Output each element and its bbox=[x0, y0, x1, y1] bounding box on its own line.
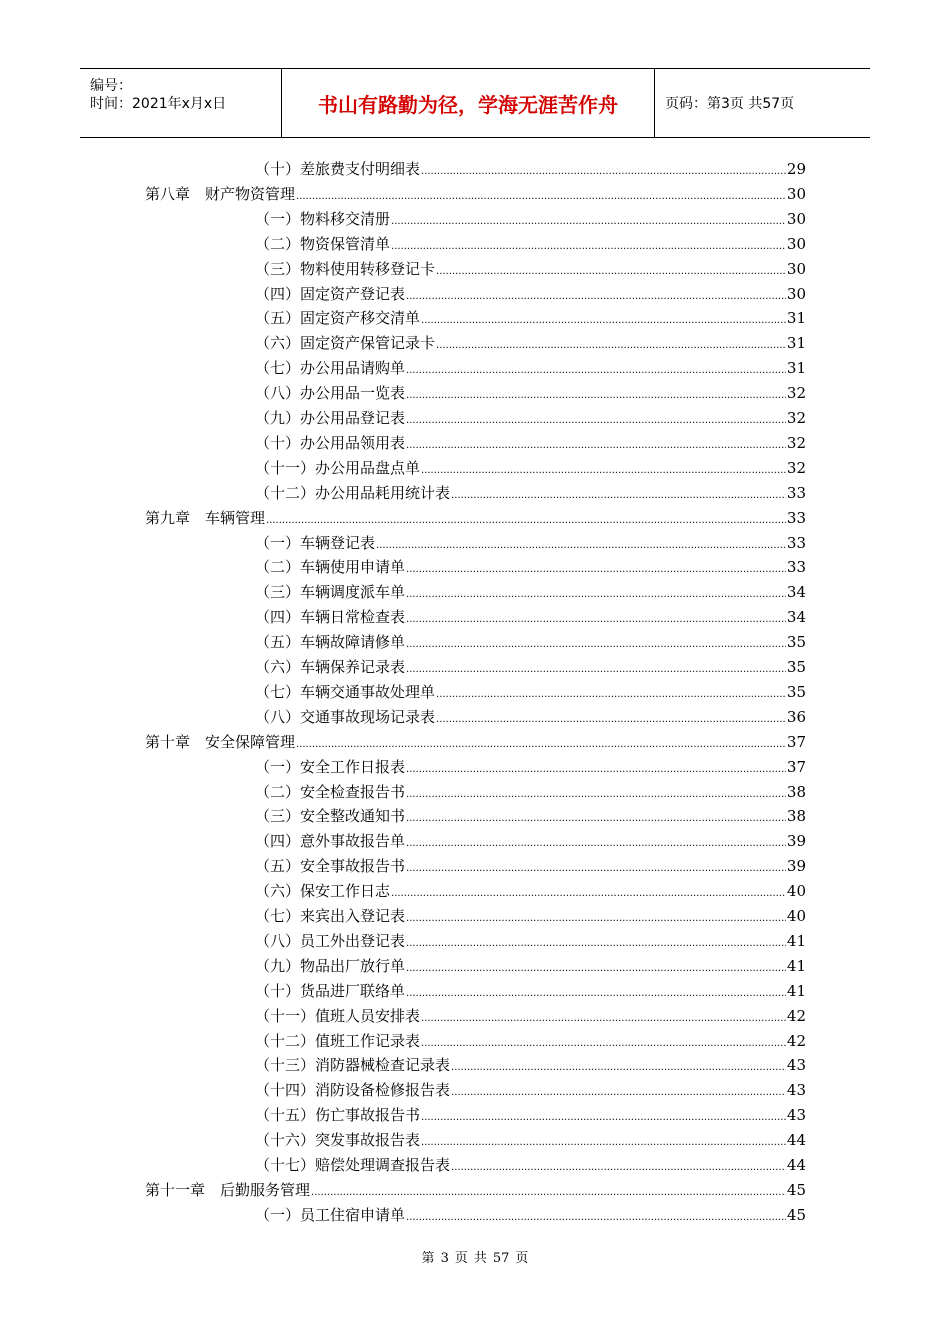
toc-entry-title: （一）物料移交清册 bbox=[255, 209, 391, 228]
toc-entry-page: 33 bbox=[786, 533, 806, 552]
toc-item-entry[interactable] bbox=[255, 805, 806, 827]
toc-leader-dots bbox=[421, 1107, 786, 1129]
toc-leader-dots bbox=[376, 535, 786, 557]
toc-entry-title: 第八章 财产物资管理 bbox=[145, 184, 296, 203]
toc-entry-title: （五）车辆故障请修单 bbox=[255, 633, 406, 652]
toc-entry-page: 33 bbox=[786, 483, 806, 502]
toc-leader-dots bbox=[391, 236, 786, 258]
toc-entry-title: （十三）消防器械检查记录表 bbox=[255, 1056, 451, 1075]
toc-entry-title: （七）办公用品请购单 bbox=[255, 359, 406, 378]
toc-leader-dots bbox=[391, 211, 786, 233]
toc-entry-page: 36 bbox=[786, 707, 806, 726]
toc-item-entry[interactable] bbox=[255, 532, 806, 554]
toc-entry-title: （十一）办公用品盘点单 bbox=[255, 458, 421, 477]
toc-entry-page: 31 bbox=[786, 309, 806, 328]
toc-leader-dots bbox=[406, 808, 786, 830]
toc-entry-title: （十二）办公用品耗用统计表 bbox=[255, 483, 451, 502]
toc-entry-page: 30 bbox=[786, 184, 806, 203]
toc-entry-title: （八）办公用品一览表 bbox=[255, 384, 406, 403]
toc-entry-page: 42 bbox=[786, 1006, 806, 1025]
toc-entry-page: 38 bbox=[786, 807, 806, 826]
toc-entry-title: （七）来宾出入登记表 bbox=[255, 907, 406, 925]
toc-leader-dots bbox=[451, 485, 786, 507]
toc-entry-page: 33 bbox=[786, 558, 806, 577]
toc-item-entry[interactable] bbox=[255, 955, 806, 977]
toc-entry-title: （十七）赔偿处理调查报告表 bbox=[255, 1156, 451, 1174]
toc-entry-page: 30 bbox=[786, 284, 806, 303]
page-footer bbox=[0, 1247, 950, 1266]
toc-leader-dots bbox=[436, 335, 786, 357]
toc-leader-dots bbox=[406, 360, 786, 382]
toc-item-entry[interactable] bbox=[255, 1005, 806, 1027]
toc-entry-title: （十五）伤亡事故报告书 bbox=[255, 1106, 421, 1125]
toc-entry-page: 41 bbox=[786, 931, 806, 950]
header-page-code: 页码：第3页 共57页 bbox=[665, 96, 795, 112]
toc-entry-page: 38 bbox=[786, 782, 806, 801]
header-meta bbox=[80, 69, 282, 137]
toc-item-entry[interactable] bbox=[255, 556, 806, 578]
toc-item-entry[interactable] bbox=[255, 258, 806, 280]
toc-item-entry[interactable] bbox=[255, 307, 806, 329]
toc-entry-title: （四）意外事故报告单 bbox=[255, 832, 406, 851]
toc-leader-dots bbox=[421, 1132, 786, 1154]
toc-entry-title: （八）员工外出登记表 bbox=[255, 931, 406, 950]
toc-entry-page: 35 bbox=[786, 633, 806, 652]
toc-entry-page: 43 bbox=[786, 1081, 806, 1100]
toc-entry-page: 44 bbox=[786, 1156, 806, 1174]
toc-item-entry[interactable] bbox=[255, 1030, 806, 1052]
toc-entry-title: （六）固定资产保管记录卡 bbox=[255, 334, 436, 353]
toc-leader-dots bbox=[436, 709, 786, 731]
toc-entry-title: （四）固定资产登记表 bbox=[255, 284, 406, 303]
page-header bbox=[80, 68, 870, 138]
toc-entry-title: （八）交通事故现场记录表 bbox=[255, 707, 436, 726]
toc-item-entry[interactable] bbox=[255, 357, 806, 379]
toc-item-entry[interactable] bbox=[255, 631, 806, 653]
toc-entry-title: （五）安全事故报告书 bbox=[255, 857, 406, 876]
toc-entry-page: 39 bbox=[786, 857, 806, 876]
toc-leader-dots bbox=[406, 286, 786, 308]
toc-entry-page: 40 bbox=[786, 907, 806, 925]
toc-leader-dots bbox=[311, 1182, 786, 1204]
toc-leader-dots bbox=[406, 833, 786, 855]
toc-entry-title: （一）安全工作日报表 bbox=[255, 757, 406, 776]
toc-item-entry[interactable] bbox=[255, 830, 806, 852]
toc-item-entry[interactable] bbox=[255, 581, 806, 603]
toc-entry-page: 30 bbox=[786, 209, 806, 228]
toc-entry-page: 39 bbox=[786, 832, 806, 851]
toc-item-entry[interactable] bbox=[255, 905, 806, 927]
toc-leader-dots bbox=[421, 310, 786, 332]
toc-entry-title: （二）安全检查报告书 bbox=[255, 782, 406, 801]
toc-chapter-entry[interactable] bbox=[145, 507, 806, 529]
toc-entry-page: 45 bbox=[786, 1205, 806, 1224]
toc-entry-title: 第十一章 后勤服务管理 bbox=[145, 1180, 311, 1199]
toc-leader-dots bbox=[451, 1057, 786, 1079]
toc-entry-title: （二）车辆使用申请单 bbox=[255, 558, 406, 577]
footer-current-page: 3 bbox=[440, 1251, 449, 1266]
toc-leader-dots bbox=[421, 460, 786, 482]
toc-leader-dots bbox=[406, 908, 786, 930]
toc-item-entry[interactable] bbox=[255, 482, 806, 504]
toc-leader-dots bbox=[406, 958, 786, 980]
toc-entry-title: （九）物品出厂放行单 bbox=[255, 956, 406, 975]
toc-entry-title: 第九章 车辆管理 bbox=[145, 508, 266, 527]
toc-item-entry[interactable] bbox=[255, 681, 806, 703]
header-motto: 书山有路勤为径，学海无涯苦作舟 bbox=[282, 69, 655, 137]
toc-leader-dots bbox=[451, 1157, 786, 1179]
toc-item-entry[interactable] bbox=[255, 158, 806, 180]
toc-entry-page: 30 bbox=[786, 259, 806, 278]
toc-leader-dots bbox=[436, 261, 786, 283]
toc-entry-page: 41 bbox=[786, 981, 806, 1000]
toc-item-entry[interactable] bbox=[255, 407, 806, 429]
toc-entry-title: （九）办公用品登记表 bbox=[255, 409, 406, 427]
toc-entry-title: （六）车辆保养记录表 bbox=[255, 658, 406, 676]
footer-mid2: 共 bbox=[473, 1251, 487, 1266]
toc-leader-dots bbox=[406, 584, 786, 606]
toc-item-entry[interactable] bbox=[255, 332, 806, 354]
toc-item-entry[interactable] bbox=[255, 1104, 806, 1126]
toc-item-entry[interactable] bbox=[255, 855, 806, 877]
toc-entry-page: 37 bbox=[786, 757, 806, 776]
toc-leader-dots bbox=[296, 186, 786, 208]
toc-entry-page: 31 bbox=[786, 359, 806, 378]
toc-entry-page: 40 bbox=[786, 882, 806, 901]
toc-entry-title: （十）办公用品领用表 bbox=[255, 433, 406, 452]
toc-entry-page: 29 bbox=[786, 160, 806, 178]
toc-leader-dots bbox=[406, 435, 786, 457]
toc-leader-dots bbox=[406, 634, 786, 656]
toc-entry-title: （一）员工住宿申请单 bbox=[255, 1205, 406, 1224]
toc-entry-page: 45 bbox=[786, 1180, 806, 1199]
toc-entry-page: 34 bbox=[786, 583, 806, 602]
toc-item-entry[interactable] bbox=[255, 656, 806, 678]
toc-entry-page: 32 bbox=[786, 458, 806, 477]
toc-leader-dots bbox=[406, 1207, 786, 1229]
toc-entry-page: 37 bbox=[786, 732, 806, 751]
toc-entry-page: 41 bbox=[786, 956, 806, 975]
toc-entry-page: 43 bbox=[786, 1056, 806, 1075]
toc-leader-dots bbox=[406, 559, 786, 581]
toc-chapter-entry[interactable] bbox=[145, 183, 806, 205]
footer-mid1: 页 bbox=[454, 1251, 468, 1266]
toc-entry-title: （十六）突发事故报告表 bbox=[255, 1131, 421, 1150]
toc-entry-title: 第十章 安全保障管理 bbox=[145, 732, 296, 751]
toc-item-entry[interactable] bbox=[255, 1154, 806, 1176]
toc-item-entry[interactable] bbox=[255, 233, 806, 255]
toc-entry-page: 30 bbox=[786, 234, 806, 253]
toc-item-entry[interactable] bbox=[255, 606, 806, 628]
toc-entry-title: （十一）值班人员安排表 bbox=[255, 1006, 421, 1025]
footer-prefix: 第 bbox=[421, 1251, 435, 1266]
toc-entry-page: 32 bbox=[786, 409, 806, 427]
toc-leader-dots bbox=[406, 784, 786, 806]
toc-item-entry[interactable] bbox=[255, 1054, 806, 1076]
toc-entry-title: （十）货品进厂联络单 bbox=[255, 981, 406, 1000]
toc-entry-title: （四）车辆日常检查表 bbox=[255, 608, 406, 627]
serial-label: 编号： bbox=[90, 78, 132, 94]
toc-leader-dots bbox=[406, 659, 786, 681]
toc-leader-dots bbox=[406, 609, 786, 631]
toc-item-entry[interactable] bbox=[255, 208, 806, 230]
toc-entry-title: （二）物资保管清单 bbox=[255, 234, 391, 253]
toc-leader-dots bbox=[296, 734, 786, 756]
toc-item-entry[interactable] bbox=[255, 930, 806, 952]
toc-entry-title: （五）固定资产移交清单 bbox=[255, 309, 421, 328]
toc-item-entry[interactable] bbox=[255, 781, 806, 803]
toc-entry-title: （十四）消防设备检修报告表 bbox=[255, 1081, 451, 1100]
toc-leader-dots bbox=[436, 684, 786, 706]
toc-chapter-entry[interactable] bbox=[145, 731, 806, 753]
toc-entry-page: 35 bbox=[786, 658, 806, 676]
footer-total-pages: 57 bbox=[492, 1251, 510, 1266]
toc-leader-dots bbox=[406, 858, 786, 880]
toc-item-entry[interactable] bbox=[255, 432, 806, 454]
toc-item-entry[interactable] bbox=[255, 1129, 806, 1151]
toc-leader-dots bbox=[406, 759, 786, 781]
toc-item-entry[interactable] bbox=[255, 283, 806, 305]
toc-leader-dots bbox=[406, 410, 786, 432]
toc-leader-dots bbox=[391, 883, 786, 905]
toc-entry-page: 42 bbox=[786, 1031, 806, 1050]
toc-leader-dots bbox=[406, 385, 786, 407]
toc-entry-page: 44 bbox=[786, 1131, 806, 1150]
toc-entry-page: 34 bbox=[786, 608, 806, 627]
toc-entry-page: 35 bbox=[786, 682, 806, 701]
toc-entry-title: （六）保安工作日志 bbox=[255, 882, 391, 901]
footer-suffix: 页 bbox=[515, 1251, 529, 1266]
toc-leader-dots bbox=[406, 933, 786, 955]
toc-entry-page: 43 bbox=[786, 1106, 806, 1125]
toc-item-entry[interactable] bbox=[255, 880, 806, 902]
toc-leader-dots bbox=[421, 161, 786, 183]
toc-leader-dots bbox=[406, 983, 786, 1005]
toc-entry-title: （三）物料使用转移登记卡 bbox=[255, 259, 436, 278]
toc-item-entry[interactable] bbox=[255, 756, 806, 778]
toc-entry-page: 32 bbox=[786, 433, 806, 452]
toc-entry-page: 31 bbox=[786, 334, 806, 353]
toc-entry-title: （七）车辆交通事故处理单 bbox=[255, 682, 436, 701]
toc-entry-title: （三）安全整改通知书 bbox=[255, 807, 406, 826]
toc-item-entry[interactable] bbox=[255, 980, 806, 1002]
toc-leader-dots bbox=[451, 1082, 786, 1104]
toc-item-entry[interactable] bbox=[255, 382, 806, 404]
time-label: 时间：2021年x月x日 bbox=[90, 96, 227, 112]
toc-item-entry[interactable] bbox=[255, 1204, 806, 1226]
toc-leader-dots bbox=[266, 510, 786, 532]
toc-item-entry[interactable] bbox=[255, 706, 806, 728]
toc-chapter-entry[interactable] bbox=[145, 1179, 806, 1201]
toc-leader-dots bbox=[421, 1033, 786, 1055]
toc-entry-page: 33 bbox=[786, 508, 806, 527]
toc-entry-title: （三）车辆调度派车单 bbox=[255, 583, 406, 602]
toc-item-entry[interactable] bbox=[255, 457, 806, 479]
toc-entry-title: （十二）值班工作记录表 bbox=[255, 1031, 421, 1050]
toc-entry-page: 32 bbox=[786, 384, 806, 403]
toc-item-entry[interactable] bbox=[255, 1079, 806, 1101]
toc-leader-dots bbox=[421, 1008, 786, 1030]
toc-entry-title: （十）差旅费支付明细表 bbox=[255, 160, 421, 178]
toc-entry-title: （一）车辆登记表 bbox=[255, 533, 376, 552]
